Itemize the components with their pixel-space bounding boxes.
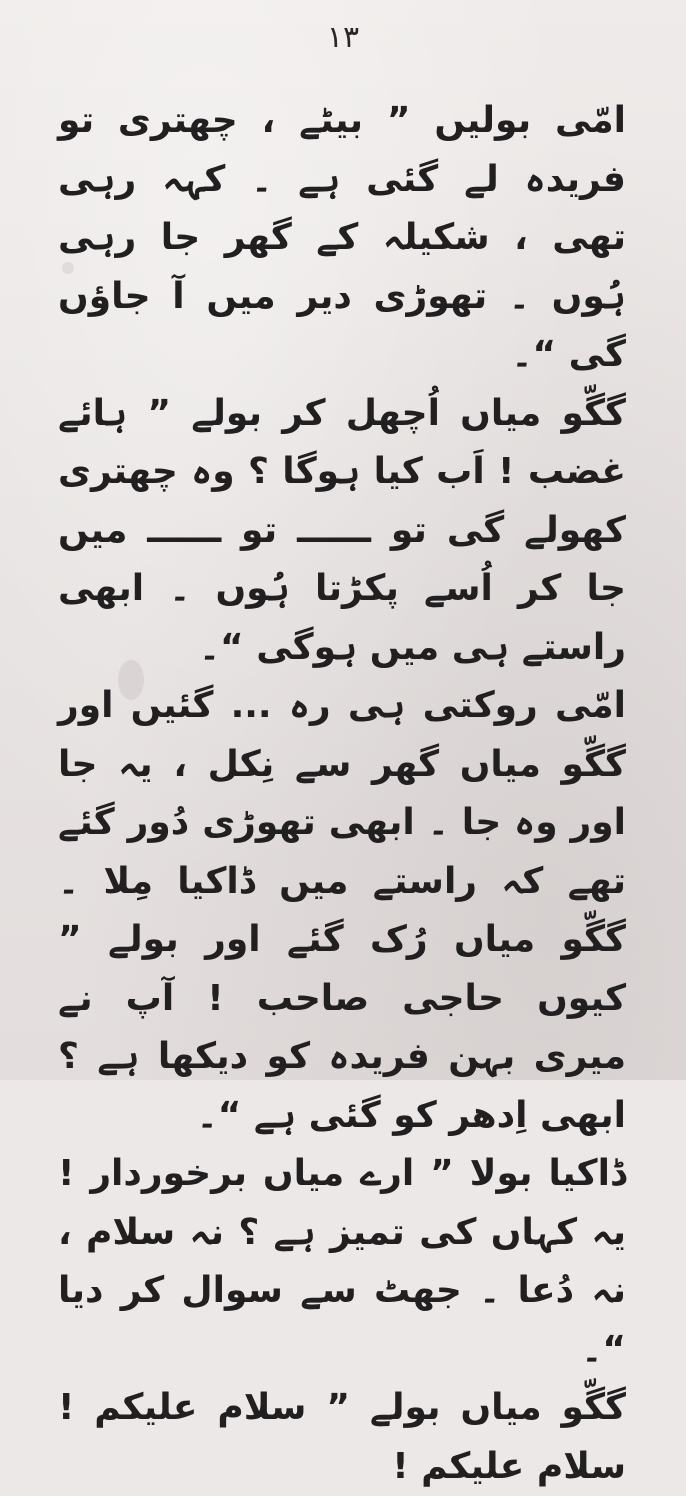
paragraph-4: ڈاکیا بولا ” ارے میاں برخوردار ! یہ کہاں کی تمیز ہے ؟ نہ سلام ، نہ دُعا ۔ جھٹ سے سوال کر دیا “۔ (58, 1153, 626, 1370)
paragraph-5: گگّو میاں بولے ” سلام علیکم ! سلام علیکم ! (58, 1387, 626, 1487)
paragraph-1: امّی بولیں ” بیٹے ، چھتری تو فریدہ لے گئی ہے ۔ کہہ رہی تھی ، شکیلہ کے گھر جا رہی ہُوں ۔ تھوڑی دیر میں آ جاؤں گی “۔ (58, 100, 626, 375)
paragraph-2: گگّو میاں اُچھل کر بولے ” ہائے غضب ! اَب کیا ہوگا ؟ وہ چھتری کھولے گی تو ــــــ تو ــــــ میں جا کر اُسے پکڑتا ہُوں ۔ ابھی راستے ہی میں ہوگی “۔ (58, 392, 626, 668)
paragraph-3: امّی روکتی ہی رہ ... گئیں اور گگّو میاں گھر سے نِکل ، یہ جا اور وہ جا ۔ ابھی تھوڑی دُور گئے تھے کہ راستے میں ڈاکیا مِلا ۔ گگّو میاں رُک گئے اور بولے ” کیوں حاجی صاحب ! آپ نے میری بہن فریدہ کو دیکھا ہے ؟ ابھی اِدھر کو گئی ہے “۔ (58, 685, 626, 1136)
page-number: ١٣ (326, 20, 360, 55)
story-text (58, 92, 626, 1496)
